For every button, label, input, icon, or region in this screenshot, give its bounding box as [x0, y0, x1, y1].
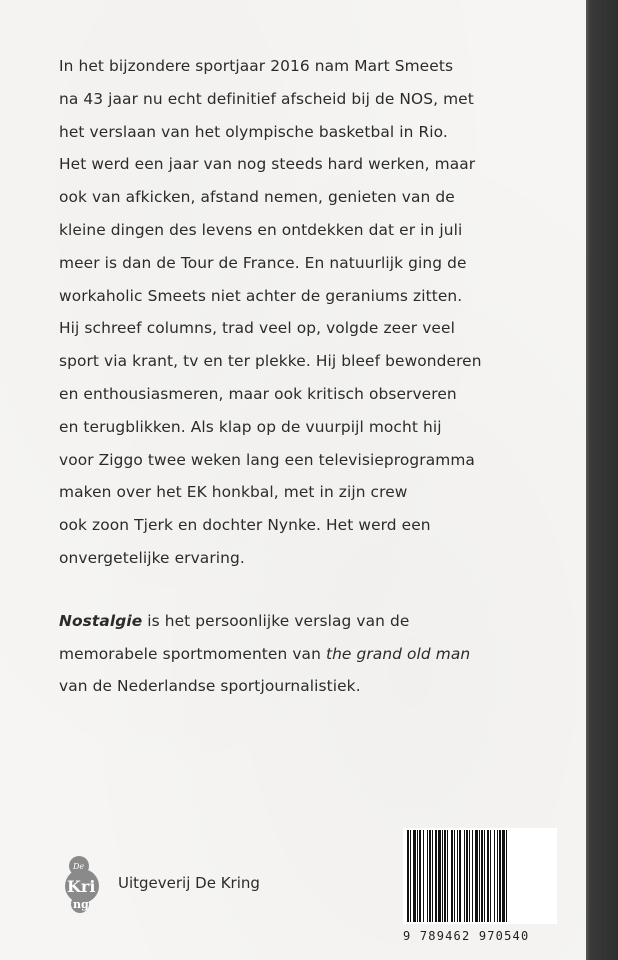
text-line: onvergetelijke ervaring. [59, 548, 245, 567]
publisher-logo [58, 852, 106, 914]
isbn-number: 9 789462 970540 [403, 929, 530, 943]
blurb-paragraph-2 [59, 605, 559, 703]
text-line: van de Nederlandse sportjournalistiek. [59, 677, 361, 696]
text-line: en terugblikken. Als klap op de vuurpijl mocht hij [59, 417, 442, 436]
text-line [59, 638, 559, 671]
text-line: en enthousiasmeren, maar ook kritisch observeren [59, 384, 457, 403]
text-line: na 43 jaar nu echt definitief afscheid bij de NOS, met [59, 89, 474, 108]
text-line: workaholic Smeets niet achter de geraniums zitten. [59, 286, 463, 305]
text-line [59, 605, 559, 638]
text-line: sport via krant, tv en ter plekke. Hij bleef bewonderen [59, 352, 482, 371]
svg-text:De: De [73, 862, 85, 871]
blurb-paragraph-1 [59, 50, 559, 575]
italic-phrase: the grand old man [325, 644, 471, 663]
text-line: ook zoon Tjerk en dochter Nynke. Het werd een [59, 516, 431, 535]
text-line: het verslaan van het olympische basketbal in Rio. [59, 122, 448, 141]
publisher-block [58, 852, 260, 914]
text-span: memorabele sportmomenten van [59, 644, 326, 663]
blurb [59, 50, 559, 703]
text-line: Hij schreef columns, trad veel op, volgde zeer veel [59, 319, 455, 338]
text-line: Het werd een jaar van nog steeds hard werken, maar [59, 155, 476, 174]
text-line: voor Ziggo twee weken lang een televisieprogramma [59, 450, 475, 469]
book-title: Nostalgie [59, 611, 143, 630]
svg-text:ng: ng [73, 898, 89, 911]
barcode [403, 828, 557, 924]
svg-text:Kri: Kri [67, 877, 96, 896]
publisher-name: Uitgeverij De Kring [118, 874, 260, 892]
text-line: In het bijzondere sportjaar 2016 nam Mart Smeets [59, 57, 454, 75]
text-line: meer is dan de Tour de France. En natuurlijk ging de [59, 253, 467, 272]
text-span: is het persoonlijke verslag van de [142, 611, 410, 630]
text-line: ook van afkicken, afstand nemen, genieten van de [59, 188, 455, 207]
text-line: kleine dingen des levens en ontdekken dat er in juli [59, 220, 463, 239]
text-line: maken over het EK honkbal, met in zijn crew [59, 483, 408, 502]
book-spine [586, 0, 618, 960]
